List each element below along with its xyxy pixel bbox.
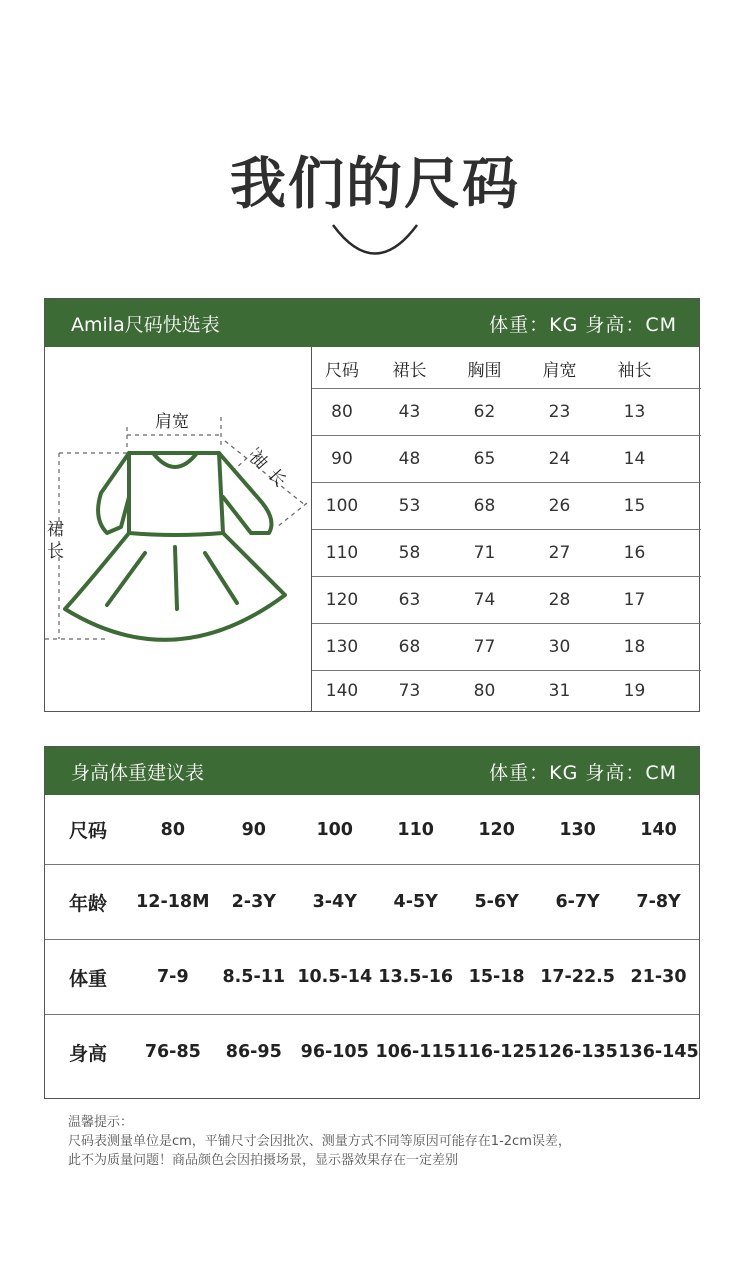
table-row bbox=[312, 482, 701, 529]
cell-value: 21-30 bbox=[630, 967, 687, 987]
tips-note bbox=[68, 1113, 571, 1170]
cell-size: 100 bbox=[325, 496, 359, 516]
cell-size: 110 bbox=[325, 543, 359, 563]
cell-skirt-length: 68 bbox=[398, 637, 421, 657]
cell-chest: 80 bbox=[473, 681, 496, 701]
cell-chest: 71 bbox=[473, 543, 496, 563]
recommend-chart-header bbox=[45, 747, 699, 795]
table-row bbox=[312, 388, 701, 435]
cell-sleeve: 16 bbox=[623, 543, 646, 563]
cell-value: 13.5-16 bbox=[378, 967, 454, 987]
tips-line: 尺码表测量单位是cm，平铺尺寸会因批次、测量方式不同等原因可能存在1-2cm误差， bbox=[68, 1134, 571, 1149]
table-row bbox=[312, 670, 701, 711]
cell-value: 76-85 bbox=[144, 1042, 201, 1062]
cell-value: 15-18 bbox=[468, 967, 525, 987]
cell-value: 3-4Y bbox=[312, 892, 357, 912]
cell-value: 6-7Y bbox=[555, 892, 600, 912]
col-header-chest: 胸围 bbox=[467, 361, 502, 381]
diagram-label-shoulder: 肩宽 bbox=[155, 412, 189, 432]
cell-skirt-length: 73 bbox=[398, 681, 421, 701]
cell-skirt-length: 53 bbox=[398, 496, 421, 516]
cell-value: 7-8Y bbox=[636, 892, 681, 912]
cell-shoulder: 28 bbox=[548, 590, 571, 610]
size-table bbox=[311, 347, 700, 711]
size-chart-header bbox=[45, 299, 699, 347]
row-label: 体重 bbox=[69, 967, 108, 990]
table-row bbox=[45, 864, 699, 939]
title-decoration-curve bbox=[330, 222, 420, 262]
cell-value: 136-145 bbox=[618, 1042, 699, 1062]
cell-sleeve: 18 bbox=[623, 637, 646, 657]
table-row bbox=[312, 576, 701, 623]
size-chart-panel bbox=[44, 298, 700, 712]
table-row bbox=[45, 795, 699, 864]
size-chart-title: Amila尺码快选表 bbox=[71, 313, 220, 336]
cell-skirt-length: 43 bbox=[398, 402, 421, 422]
size-table-header bbox=[312, 345, 701, 392]
cell-chest: 62 bbox=[473, 402, 496, 422]
table-row bbox=[312, 623, 701, 670]
recommend-chart-title: 身高体重建议表 bbox=[71, 761, 205, 784]
row-label: 年龄 bbox=[69, 892, 108, 915]
tips-heading: 温馨提示： bbox=[68, 1115, 134, 1130]
cell-value: 2-3Y bbox=[231, 892, 276, 912]
diagram-label-sleeve-2: 长 bbox=[263, 465, 290, 492]
cell-value: 17-22.5 bbox=[540, 967, 615, 987]
cell-value: 5-6Y bbox=[474, 892, 519, 912]
table-row bbox=[45, 939, 699, 1014]
diagram-label-skirt-1: 裙 bbox=[47, 520, 64, 540]
cell-size: 140 bbox=[325, 681, 359, 701]
cell-value: 126-135 bbox=[537, 1042, 618, 1062]
page-title: 我们的尺码 bbox=[230, 152, 520, 217]
cell-shoulder: 31 bbox=[548, 681, 571, 701]
cell-skirt-length: 48 bbox=[398, 449, 421, 469]
row-label: 身高 bbox=[69, 1042, 108, 1065]
cell-sleeve: 19 bbox=[623, 681, 646, 701]
col-header-skirt-length: 裙长 bbox=[392, 361, 427, 381]
cell-value: 110 bbox=[397, 819, 434, 840]
col-header-sleeve: 袖长 bbox=[617, 361, 652, 381]
table-row bbox=[45, 1014, 699, 1089]
size-chart-unit: 体重：KG 身高：CM bbox=[489, 313, 677, 336]
col-header-size: 尺码 bbox=[325, 361, 359, 381]
dress-measurement-diagram bbox=[45, 347, 311, 711]
cell-skirt-length: 63 bbox=[398, 590, 421, 610]
cell-value: 12-18M bbox=[136, 892, 210, 912]
cell-value: 130 bbox=[559, 819, 596, 840]
diagram-label-sleeve-1: 袖 bbox=[245, 447, 272, 474]
recommend-chart-unit: 体重：KG 身高：CM bbox=[489, 761, 677, 784]
cell-sleeve: 17 bbox=[623, 590, 646, 610]
cell-value: 90 bbox=[241, 819, 266, 840]
cell-value: 106-115 bbox=[375, 1042, 456, 1062]
table-row bbox=[312, 529, 701, 576]
cell-shoulder: 23 bbox=[548, 402, 571, 422]
cell-value: 100 bbox=[316, 819, 353, 840]
cell-size: 130 bbox=[325, 637, 359, 657]
cell-sleeve: 13 bbox=[623, 402, 646, 422]
cell-value: 7-9 bbox=[157, 967, 189, 987]
cell-shoulder: 24 bbox=[548, 449, 571, 469]
diagram-label-skirt-2: 长 bbox=[47, 542, 64, 562]
cell-size: 90 bbox=[331, 449, 353, 469]
cell-value: 10.5-14 bbox=[297, 967, 373, 987]
cell-value: 140 bbox=[640, 819, 677, 840]
cell-size: 80 bbox=[331, 402, 353, 422]
cell-value: 116-125 bbox=[456, 1042, 537, 1062]
cell-chest: 65 bbox=[473, 449, 496, 469]
cell-skirt-length: 58 bbox=[398, 543, 421, 563]
cell-shoulder: 26 bbox=[548, 496, 571, 516]
cell-value: 96-105 bbox=[300, 1042, 369, 1062]
recommend-chart-panel bbox=[44, 746, 700, 1099]
cell-value: 80 bbox=[160, 819, 185, 840]
cell-shoulder: 27 bbox=[548, 543, 571, 563]
cell-chest: 68 bbox=[473, 496, 496, 516]
col-header-shoulder: 肩宽 bbox=[542, 361, 577, 381]
row-label: 尺码 bbox=[69, 820, 108, 842]
cell-sleeve: 15 bbox=[623, 496, 646, 516]
cell-value: 86-95 bbox=[225, 1042, 282, 1062]
cell-size: 120 bbox=[325, 590, 359, 610]
table-row bbox=[312, 435, 701, 482]
cell-chest: 77 bbox=[473, 637, 496, 657]
cell-value: 8.5-11 bbox=[222, 967, 286, 987]
cell-value: 4-5Y bbox=[393, 892, 438, 912]
cell-chest: 74 bbox=[473, 590, 496, 610]
cell-value: 120 bbox=[478, 819, 515, 840]
cell-sleeve: 14 bbox=[623, 449, 646, 469]
tips-line: 此不为质量问题！商品颜色会因拍摄场景，显示器效果存在一定差别 bbox=[68, 1153, 459, 1168]
recommend-table bbox=[45, 795, 699, 1089]
cell-shoulder: 30 bbox=[548, 637, 571, 657]
